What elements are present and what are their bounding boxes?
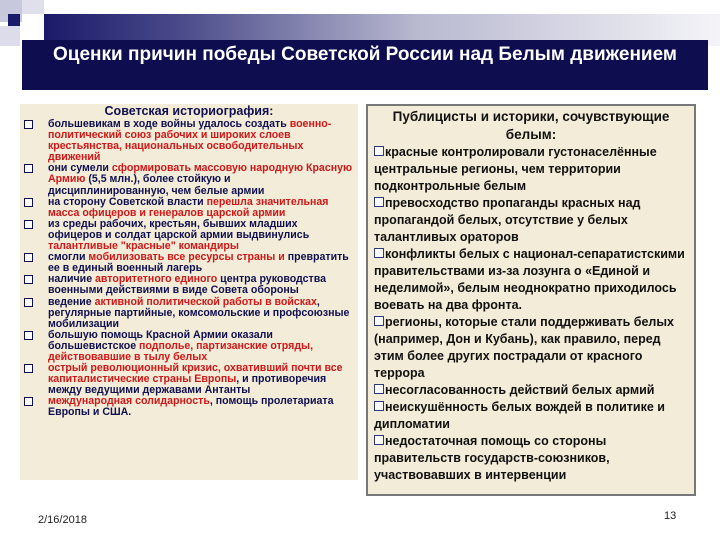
list-item xyxy=(20,274,358,296)
checkbox-bullet-icon xyxy=(374,316,384,326)
highlighted-text: авторитетного единого xyxy=(95,273,218,286)
highlighted-text: сформировать массовую народную Красную Армию xyxy=(48,162,353,186)
decor-square xyxy=(0,26,20,46)
item-text: превосходство пропаганды красных над пропагандой белых, отсутствие у белых талантливых ораторов xyxy=(374,196,641,244)
item-text: , регулярные партийные, комсомольские и профсоюзные мобилизации xyxy=(48,295,350,330)
item-text: , помощь пролетариата Европы и США. xyxy=(48,395,334,419)
checkbox-bullet-icon xyxy=(24,275,33,284)
list-item xyxy=(374,246,688,314)
highlighted-text: подполье, партизанские отряды, действовавшие в тылу белых xyxy=(48,339,314,363)
checkbox-bullet-icon xyxy=(24,397,33,406)
list-item xyxy=(374,144,688,195)
item-text: они сумели xyxy=(48,162,112,175)
right-list xyxy=(374,144,688,484)
white-sympathizers-panel xyxy=(366,104,696,496)
item-text: недостаточная помощь со стороны правительств государств-союзников, участвовавших в интервенции xyxy=(374,434,610,482)
item-text: центра руководства военными действиями в виде Совета обороны xyxy=(48,273,326,297)
list-item xyxy=(374,195,688,246)
item-text: большую помощь Красной Армии оказали большевистское xyxy=(48,328,273,352)
decor-square xyxy=(8,14,20,26)
list-item xyxy=(20,197,358,219)
checkbox-bullet-icon xyxy=(374,146,384,156)
checkbox-bullet-icon xyxy=(24,198,33,207)
item-text: конфликты белых с национал-сепаратистскими правительствами из-за лозунга о «Единой и неделимой», белым неоднократно приходилось воевать на два фронта. xyxy=(374,247,685,312)
slide-date: 2/16/2018 xyxy=(38,514,87,526)
item-text: большевикам в ходе войны удалось создать xyxy=(48,118,290,130)
item-text: превратить ее в единый военный лагерь xyxy=(48,251,349,275)
item-text: , и противоречия между ведущими державами Антанты xyxy=(48,373,327,397)
highlighted-text: активной политической работы в войсках xyxy=(94,295,317,308)
checkbox-bullet-icon xyxy=(374,197,384,207)
checkbox-bullet-icon xyxy=(374,248,384,258)
item-text: неискушённость белых вождей в политике и дипломатии xyxy=(374,400,665,431)
left-list xyxy=(20,119,358,419)
soviet-historiography-panel xyxy=(20,104,358,480)
slide-title: Оценки причин победы Советской России над Белым движением xyxy=(22,40,708,90)
list-item xyxy=(20,163,358,196)
left-heading: Советская историография: xyxy=(104,104,274,118)
list-item xyxy=(20,252,358,274)
item-text: из среды рабочих, крестьян, бывших младших офицеров и солдат царской армии выдвинулись xyxy=(48,217,310,241)
checkbox-bullet-icon xyxy=(374,435,384,445)
highlighted-text: острый революционный кризис, охвативший почти все капиталистические страны Европы xyxy=(48,362,343,386)
item-text: красные контролировали густонаселённые центральные регионы, чем территории подконтрольные белым xyxy=(374,145,657,193)
list-item xyxy=(374,382,688,399)
checkbox-bullet-icon xyxy=(24,164,33,173)
item-text: на сторону Советской власти xyxy=(48,195,207,208)
item-text: наличие xyxy=(48,273,96,286)
list-item xyxy=(374,314,688,382)
list-item xyxy=(20,219,358,252)
checkbox-bullet-icon xyxy=(24,298,33,307)
list-item xyxy=(374,433,688,484)
highlighted-text: мобилизовать все ресурсы страны и xyxy=(88,251,285,264)
item-text: (5,5 млн.), более стойкую и дисциплинированную, чем белые армии xyxy=(48,173,265,197)
slide-number: 13 xyxy=(664,510,677,522)
highlighted-text: военно-политический союз рабочих и широких слоев крестьянства, национальных освободительных движений xyxy=(48,118,332,164)
checkbox-bullet-icon xyxy=(374,384,384,394)
checkbox-bullet-icon xyxy=(24,331,33,340)
list-item xyxy=(20,396,358,418)
highlighted-text: международная солидарность xyxy=(48,395,210,408)
item-text: ведение xyxy=(48,295,95,308)
highlighted-text: перешла значительная масса офицеров и генералов царской армии xyxy=(48,195,329,219)
list-item xyxy=(374,399,688,433)
checkbox-bullet-icon xyxy=(24,220,33,229)
item-text: смогли xyxy=(48,251,89,264)
decor-square xyxy=(22,0,44,14)
list-item xyxy=(20,119,358,163)
item-text: несогласованность действий белых армий xyxy=(385,383,655,397)
right-heading: Публицисты и историки, сочувствующие белым: xyxy=(392,109,670,142)
item-text: регионы, которые стали поддерживать белых (например, Дон и Кубань), как правило, перед этим более других пострадали от красного террора xyxy=(374,315,675,380)
highlighted-text: талантливые "красные" командиры xyxy=(48,240,239,253)
list-item xyxy=(20,363,358,396)
checkbox-bullet-icon xyxy=(24,364,33,373)
checkbox-bullet-icon xyxy=(24,120,33,129)
list-item xyxy=(20,330,358,363)
checkbox-bullet-icon xyxy=(374,401,384,411)
list-item xyxy=(20,297,358,330)
checkbox-bullet-icon xyxy=(24,253,33,262)
